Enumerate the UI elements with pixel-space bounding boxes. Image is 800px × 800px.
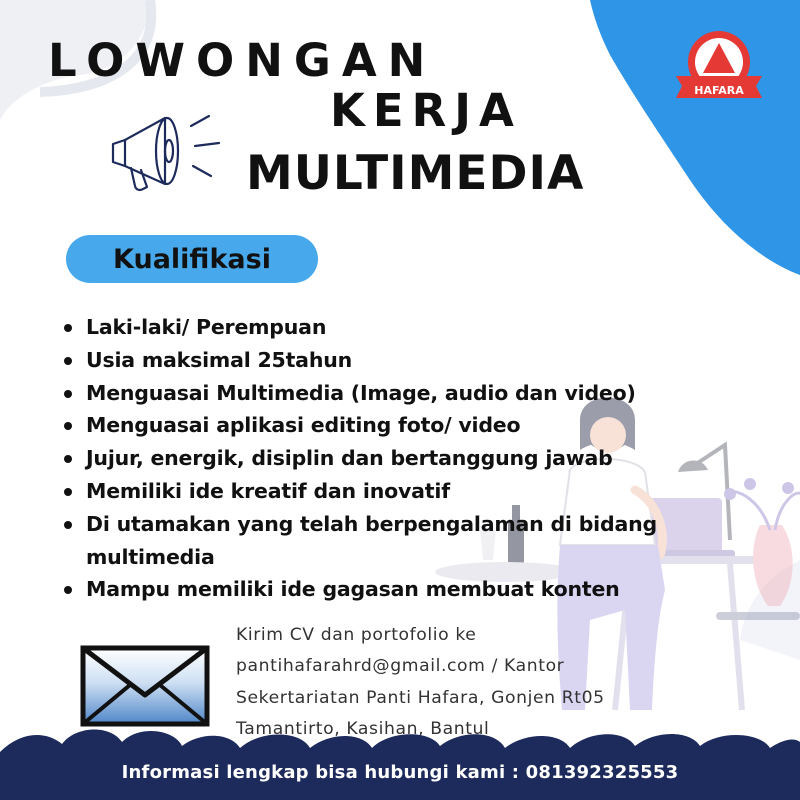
bullet-icon <box>64 324 72 332</box>
contact-email-line: pantihafarahrd@gmail.com / Kantor <box>236 656 565 677</box>
envelope-icon <box>80 645 210 727</box>
qualifications-heading: Kualifikasi <box>113 243 271 275</box>
logo-text: HAFARA <box>694 84 744 97</box>
qualification-list <box>64 311 704 606</box>
list-item: Menguasai Multimedia (Image, audio dan video) <box>64 377 704 410</box>
list-item: Memiliki ide kreatif dan inovatif <box>64 475 704 508</box>
list-item: Usia maksimal 25tahun <box>64 344 704 377</box>
list-item: Menguasai aplikasi editing foto/ video <box>64 409 704 442</box>
title-line-1: LOWONGAN <box>48 34 437 87</box>
megaphone-icon <box>105 100 225 195</box>
bullet-icon <box>64 357 72 365</box>
bullet-icon <box>64 521 72 529</box>
qualifications-heading-pill <box>66 235 318 283</box>
footer-cloud-banner <box>0 722 800 800</box>
contact-line: Sekertariatan Panti Hafara, Gonjen Rt05 <box>236 687 605 708</box>
list-item: Di utamakan yang telah berpengalaman di bidang multimedia <box>64 508 704 574</box>
list-item: Laki-laki/ Perempuan <box>64 311 704 344</box>
title-line-2: KERJA <box>330 84 522 137</box>
contact-line: Kirim CV dan portofolio ke <box>236 625 477 645</box>
bullet-icon <box>64 586 72 594</box>
title-line-3: MULTIMEDIA <box>246 146 585 201</box>
footer-contact: Informasi lengkap bisa hubungi kami : 081392325553 <box>121 762 679 783</box>
bullet-icon <box>64 488 72 496</box>
list-item: Mampu memiliki ide gagasan membuat konten <box>64 573 704 606</box>
bullet-icon <box>64 390 72 398</box>
hafara-logo <box>676 26 762 106</box>
list-item: Jujur, energik, disiplin dan bertanggung jawab <box>64 442 704 475</box>
contact-line: Tamantirto, Kasihan, Bantul <box>236 718 490 739</box>
bullet-icon <box>64 455 72 463</box>
bullet-icon <box>64 422 72 430</box>
